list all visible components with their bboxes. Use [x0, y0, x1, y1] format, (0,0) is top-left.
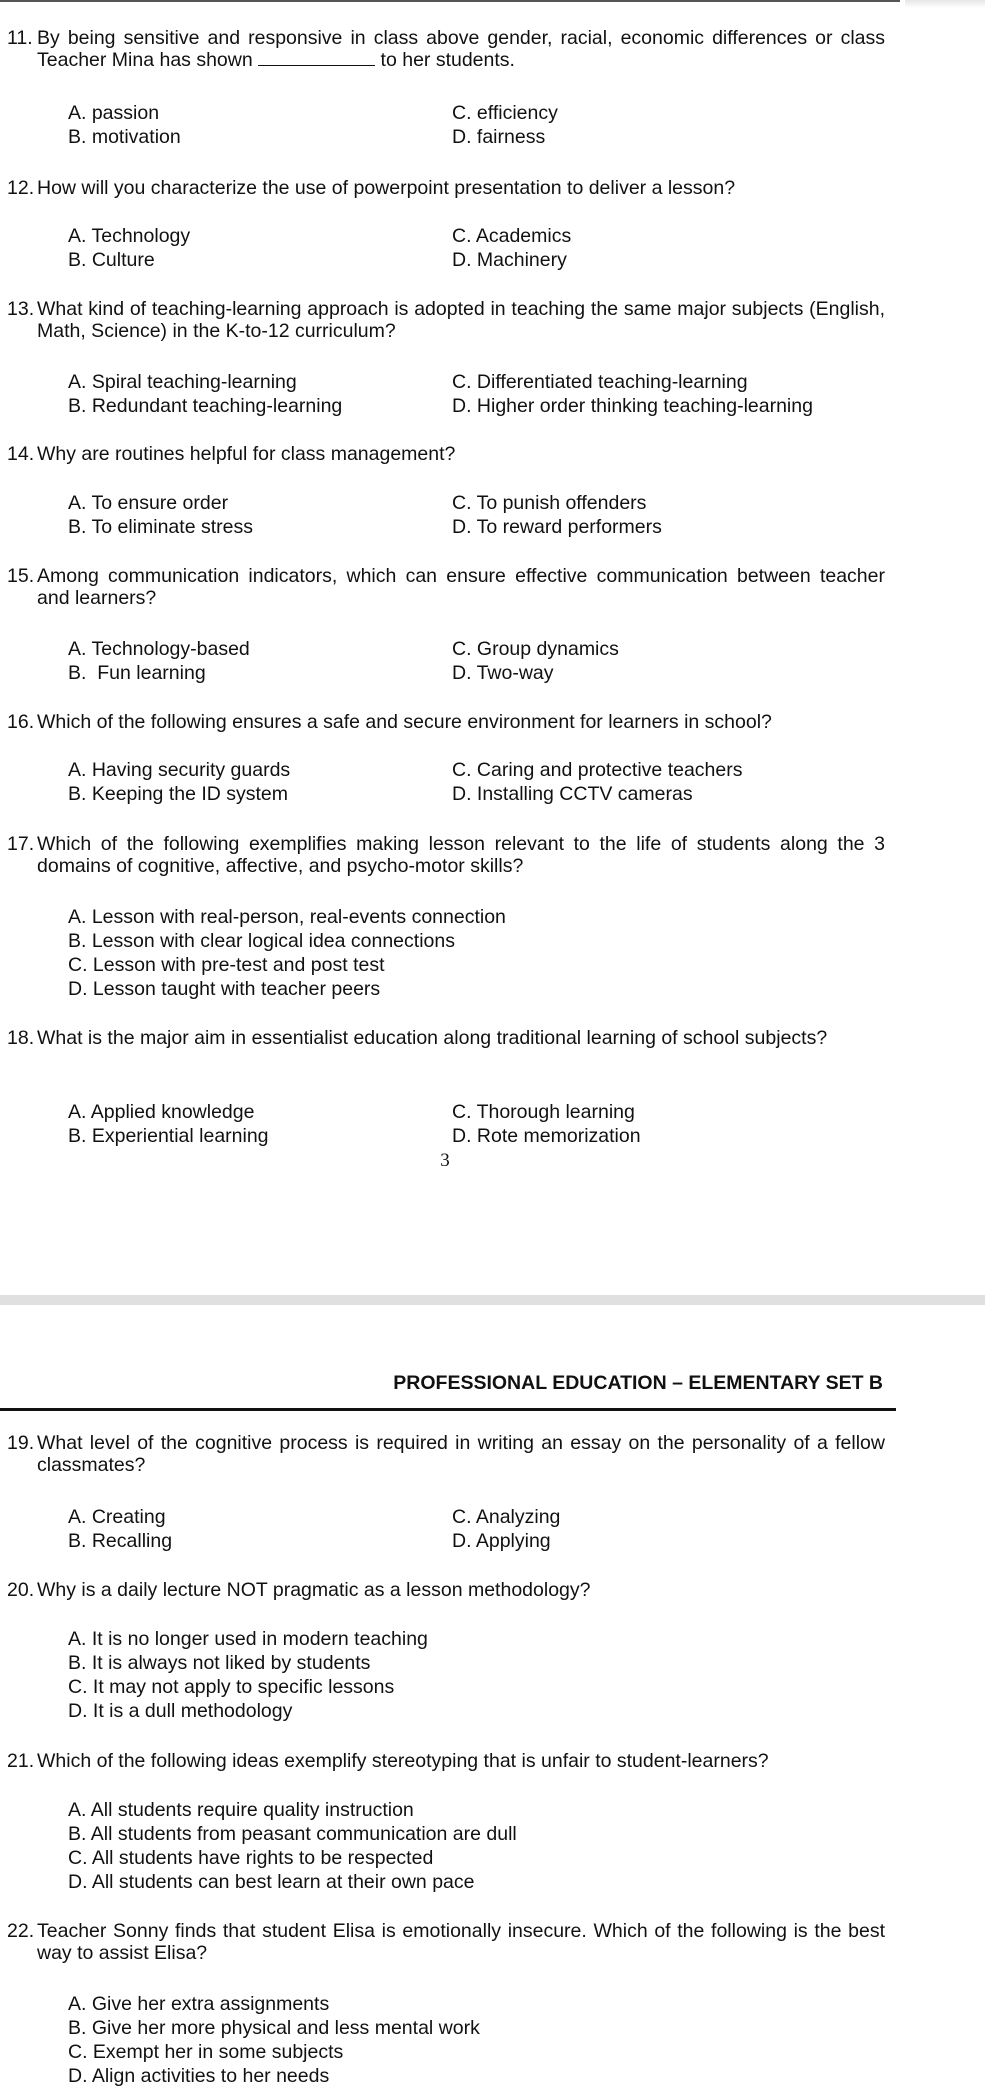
option-d: D. Higher order thinking teaching-learning — [452, 395, 813, 417]
option-b: B. motivation — [68, 126, 181, 148]
option-d: D. It is a dull methodology — [68, 1700, 293, 1722]
question-text: Why are routines helpful for class management? — [37, 443, 456, 465]
option-b: B. Culture — [68, 249, 155, 271]
question-text: Which of the following exemplifies making lesson relevant to the life of students along the 3 domains of cognitive, affective, and psycho-motor skills? — [37, 833, 885, 877]
option-d: D. All students can best learn at their own pace — [68, 1871, 475, 1893]
question-number: 18. — [7, 1027, 35, 1049]
option-d: D. fairness — [452, 126, 546, 148]
option-d: D. Installing CCTV cameras — [452, 783, 693, 805]
question-text: What level of the cognitive process is required in writing an essay on the personality of a fellow classmates? — [37, 1432, 885, 1476]
question-number: 14. — [7, 443, 35, 465]
question-text: What kind of teaching-learning approach is adopted in teaching the same major subjects (English, Math, Science) in the K-to-12 curriculum? — [37, 298, 885, 342]
option-b: B. Fun learning — [68, 662, 206, 684]
option-a: A. Having security guards — [68, 759, 291, 781]
option-c: C. Exempt her in some subjects — [68, 2041, 344, 2063]
option-a: A. Lesson with real-person, real-events connection — [68, 906, 506, 928]
option-c: C. To punish offenders — [452, 492, 647, 514]
option-a: A. All students require quality instruction — [68, 1799, 414, 1821]
question-number: 12. — [7, 177, 35, 199]
page-break — [0, 1295, 985, 1305]
option-b: B. Experiential learning — [68, 1125, 269, 1147]
question-number: 11. — [7, 27, 33, 49]
option-b: B. It is always not liked by students — [68, 1652, 371, 1674]
option-b: B. Recalling — [68, 1530, 173, 1552]
question-number: 21. — [7, 1750, 35, 1772]
page-corner-shadow — [905, 0, 985, 8]
top-rule — [0, 0, 900, 2]
option-d: D. Lesson taught with teacher peers — [68, 978, 381, 1000]
answer-blank — [258, 51, 375, 66]
option-b: B. Keeping the ID system — [68, 783, 289, 805]
option-c: C. Academics — [452, 225, 572, 247]
option-c: C. Caring and protective teachers — [452, 759, 743, 781]
option-d: D. Rote memorization — [452, 1125, 641, 1147]
option-b: B. Lesson with clear logical idea connections — [68, 930, 455, 952]
option-a: A. Technology — [68, 225, 191, 247]
option-b: B. All students from peasant communication are dull — [68, 1823, 517, 1845]
option-a: A. Spiral teaching-learning — [68, 371, 297, 393]
option-c: C. Differentiated teaching-learning — [452, 371, 748, 393]
option-a: A. It is no longer used in modern teaching — [68, 1628, 428, 1650]
question-text: Teacher Sonny finds that student Elisa is emotionally insecure. Which of the following is the best way to assist Elisa? — [37, 1920, 885, 1964]
option-a: A. passion — [68, 102, 160, 124]
question-number: 13. — [7, 298, 35, 320]
option-c: C. Group dynamics — [452, 638, 619, 660]
question-text: How will you characterize the use of powerpoint presentation to deliver a lesson? — [37, 177, 736, 199]
option-b: B. To eliminate stress — [68, 516, 253, 538]
question-number: 22. — [7, 1920, 35, 1942]
option-a: A. Technology-based — [68, 638, 250, 660]
question-number: 17. — [7, 833, 35, 855]
option-c: C. Thorough learning — [452, 1101, 635, 1123]
option-a: A. Applied knowledge — [68, 1101, 255, 1123]
option-c: C. All students have rights to be respected — [68, 1847, 434, 1869]
option-a: A. To ensure order — [68, 492, 229, 514]
page-number: 3 — [440, 1150, 450, 1171]
option-c: C. It may not apply to specific lessons — [68, 1676, 395, 1698]
option-d: D. Two-way — [452, 662, 554, 684]
option-b: B. Redundant teaching-learning — [68, 395, 343, 417]
option-c: C. Lesson with pre-test and post test — [68, 954, 385, 976]
question-text: Which of the following ensures a safe and secure environment for learners in school? — [37, 711, 772, 733]
question-text: Why is a daily lecture NOT pragmatic as a lesson methodology? — [37, 1579, 591, 1601]
page-header-title: PROFESSIONAL EDUCATION – ELEMENTARY SET B — [393, 1372, 883, 1394]
option-d: D. Applying — [452, 1530, 551, 1552]
question-text: By being sensitive and responsive in class above gender, racial, economic differences or class Teacher Mina has shown to her students. — [37, 27, 885, 71]
question-number: 16. — [7, 711, 35, 733]
header-rule — [0, 1408, 896, 1411]
question-text: Among communication indicators, which can ensure effective communication between teacher and learners? — [37, 565, 885, 609]
option-c: C. Analyzing — [452, 1506, 561, 1528]
question-number: 15. — [7, 565, 35, 587]
option-b: B. Give her more physical and less mental work — [68, 2017, 480, 2039]
question-number: 20. — [7, 1579, 35, 1601]
option-a: A. Creating — [68, 1506, 166, 1528]
option-d: D. To reward performers — [452, 516, 662, 538]
option-d: D. Align activities to her needs — [68, 2065, 330, 2087]
question-text: Which of the following ideas exemplify stereotyping that is unfair to student-learners? — [37, 1750, 769, 1772]
option-d: D. Machinery — [452, 249, 567, 271]
question-number: 19. — [7, 1432, 35, 1454]
option-c: C. efficiency — [452, 102, 558, 124]
option-a: A. Give her extra assignments — [68, 1993, 330, 2015]
question-text: What is the major aim in essentialist education along traditional learning of school subjects? — [37, 1027, 828, 1049]
